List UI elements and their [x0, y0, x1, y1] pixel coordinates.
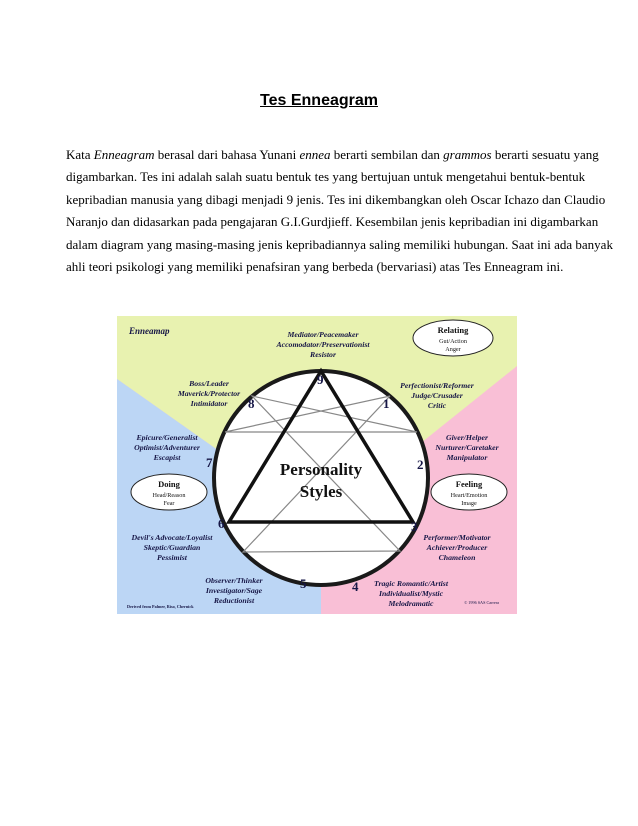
- doing-emotion: Fear: [163, 500, 175, 507]
- type-2-alt: Nurturer/Caretaker: [435, 443, 499, 452]
- center-title-line2: Styles: [299, 482, 343, 501]
- type-2-shadow: Manipulator: [446, 453, 488, 462]
- type-4-shadow: Melodramatic: [388, 599, 434, 608]
- number-2: 2: [417, 457, 424, 472]
- type-7-shadow: Escapist: [153, 453, 181, 462]
- intro-paragraph: [66, 144, 613, 278]
- relating-emotion: Anger: [445, 346, 461, 353]
- number-7: 7: [206, 455, 213, 470]
- feeling-sub: Heart/Emotion: [450, 492, 488, 499]
- type-9-shadow: Resistor: [310, 350, 336, 359]
- type-9-name: Mediator/Peacemaker: [287, 330, 359, 339]
- italic-term: grammos: [443, 147, 492, 162]
- number-6: 6: [218, 516, 225, 531]
- type-2-name: Giver/Helper: [445, 433, 489, 442]
- paragraph-line: [66, 144, 599, 166]
- text-run: berarti sesuatu yang: [491, 147, 599, 162]
- paragraph-line: dalam diagram yang masing-masing jenis kepribadiannya saling memiliki hubungan. Saat ini ada banyak: [66, 236, 613, 252]
- type-1-alt: Judge/Crusader: [411, 391, 463, 400]
- doing-title: Doing: [158, 479, 180, 489]
- doing-sub: Head/Reason: [152, 492, 186, 499]
- relating-title: Relating: [437, 325, 469, 335]
- enneagram-diagram: [117, 316, 517, 614]
- type-3-alt: Achiever/Producer: [426, 543, 488, 552]
- center-title-line1: Personality: [279, 460, 363, 479]
- relating-center: [413, 320, 493, 356]
- type-3-name: Performer/Motivator: [423, 533, 491, 542]
- type-8-name: Boss/Leader: [189, 379, 229, 388]
- type-7-alt: Optimist/Adventurer: [134, 443, 200, 452]
- type-1-name: Perfectionist/Reformer: [400, 381, 474, 390]
- number-1: 1: [383, 396, 390, 411]
- type-5-shadow: Reductionist: [213, 596, 255, 605]
- type-3-shadow: Chameleon: [438, 553, 476, 562]
- type-9-alt: Accomodator/Preservationist: [276, 340, 370, 349]
- feeling-title: Feeling: [455, 479, 483, 489]
- text-run: Kata: [66, 147, 94, 162]
- enneamap-logo: Enneamap: [129, 326, 170, 336]
- italic-term: Enneagram: [93, 147, 155, 162]
- document-title: Tes Enneagram: [260, 92, 378, 109]
- number-8: 8: [248, 396, 255, 411]
- type-8-shadow: Intimidator: [190, 399, 228, 408]
- type-7-name: Epicure/Generalist: [136, 433, 198, 442]
- enneagram-figure: [117, 316, 517, 614]
- type-8-alt: Maverick/Protector: [177, 389, 241, 398]
- italic-term: ennea: [299, 147, 331, 162]
- paragraph-line: Naranjo dan didasarkan pada pengajaran G.I.Gurdjieff. Kesembilan jenis kepribadian ini digambarkan: [66, 214, 599, 230]
- type-6-alt: Skeptic/Guardian: [143, 543, 201, 552]
- feeling-center: [431, 474, 507, 510]
- text-run: berarti sembilan dan: [330, 147, 444, 162]
- type-5-alt: Investigator/Sage: [205, 586, 263, 595]
- paragraph-line: ahli teori psikologi yang memiliki penafsiran yang berbeda (bervariasi) atas Tes Enneagram ini.: [66, 259, 564, 275]
- feeling-emotion: Image: [461, 500, 477, 507]
- text-run: berasal dari bahasa Yunani: [154, 147, 300, 162]
- paragraph-line: kepribadian manusia yang dibagi menjadi 9 jenis. Tes ini dikembangkan oleh Oscar Ichazo dan Claudio: [66, 191, 606, 207]
- doing-center: [131, 474, 207, 510]
- type-5-name: Observer/Thinker: [205, 576, 263, 585]
- number-5: 5: [300, 576, 307, 591]
- paragraph-line: digambarkan. Tes ini adalah salah suatu bentuk tes yang bertujuan untuk mengetahui bentuk-bentuk: [66, 169, 586, 185]
- number-3: 3: [411, 519, 418, 534]
- figure-copyright: © 1996 SAS Carrera: [464, 600, 499, 605]
- number-4: 4: [352, 579, 359, 594]
- type-1-shadow: Critic: [427, 401, 447, 410]
- number-9: 9: [317, 372, 324, 387]
- type-4-alt: Individualist/Mystic: [378, 589, 444, 598]
- type-4-name: Tragic Romantic/Artist: [373, 579, 449, 588]
- type-6-shadow: Pessimist: [157, 553, 187, 562]
- type-6-name: Devil's Advocate/Loyalist: [131, 533, 213, 542]
- relating-sub: Gut/Action: [439, 338, 467, 345]
- figure-credit: Derived from Palmer, Riso, Chernick: [127, 604, 194, 609]
